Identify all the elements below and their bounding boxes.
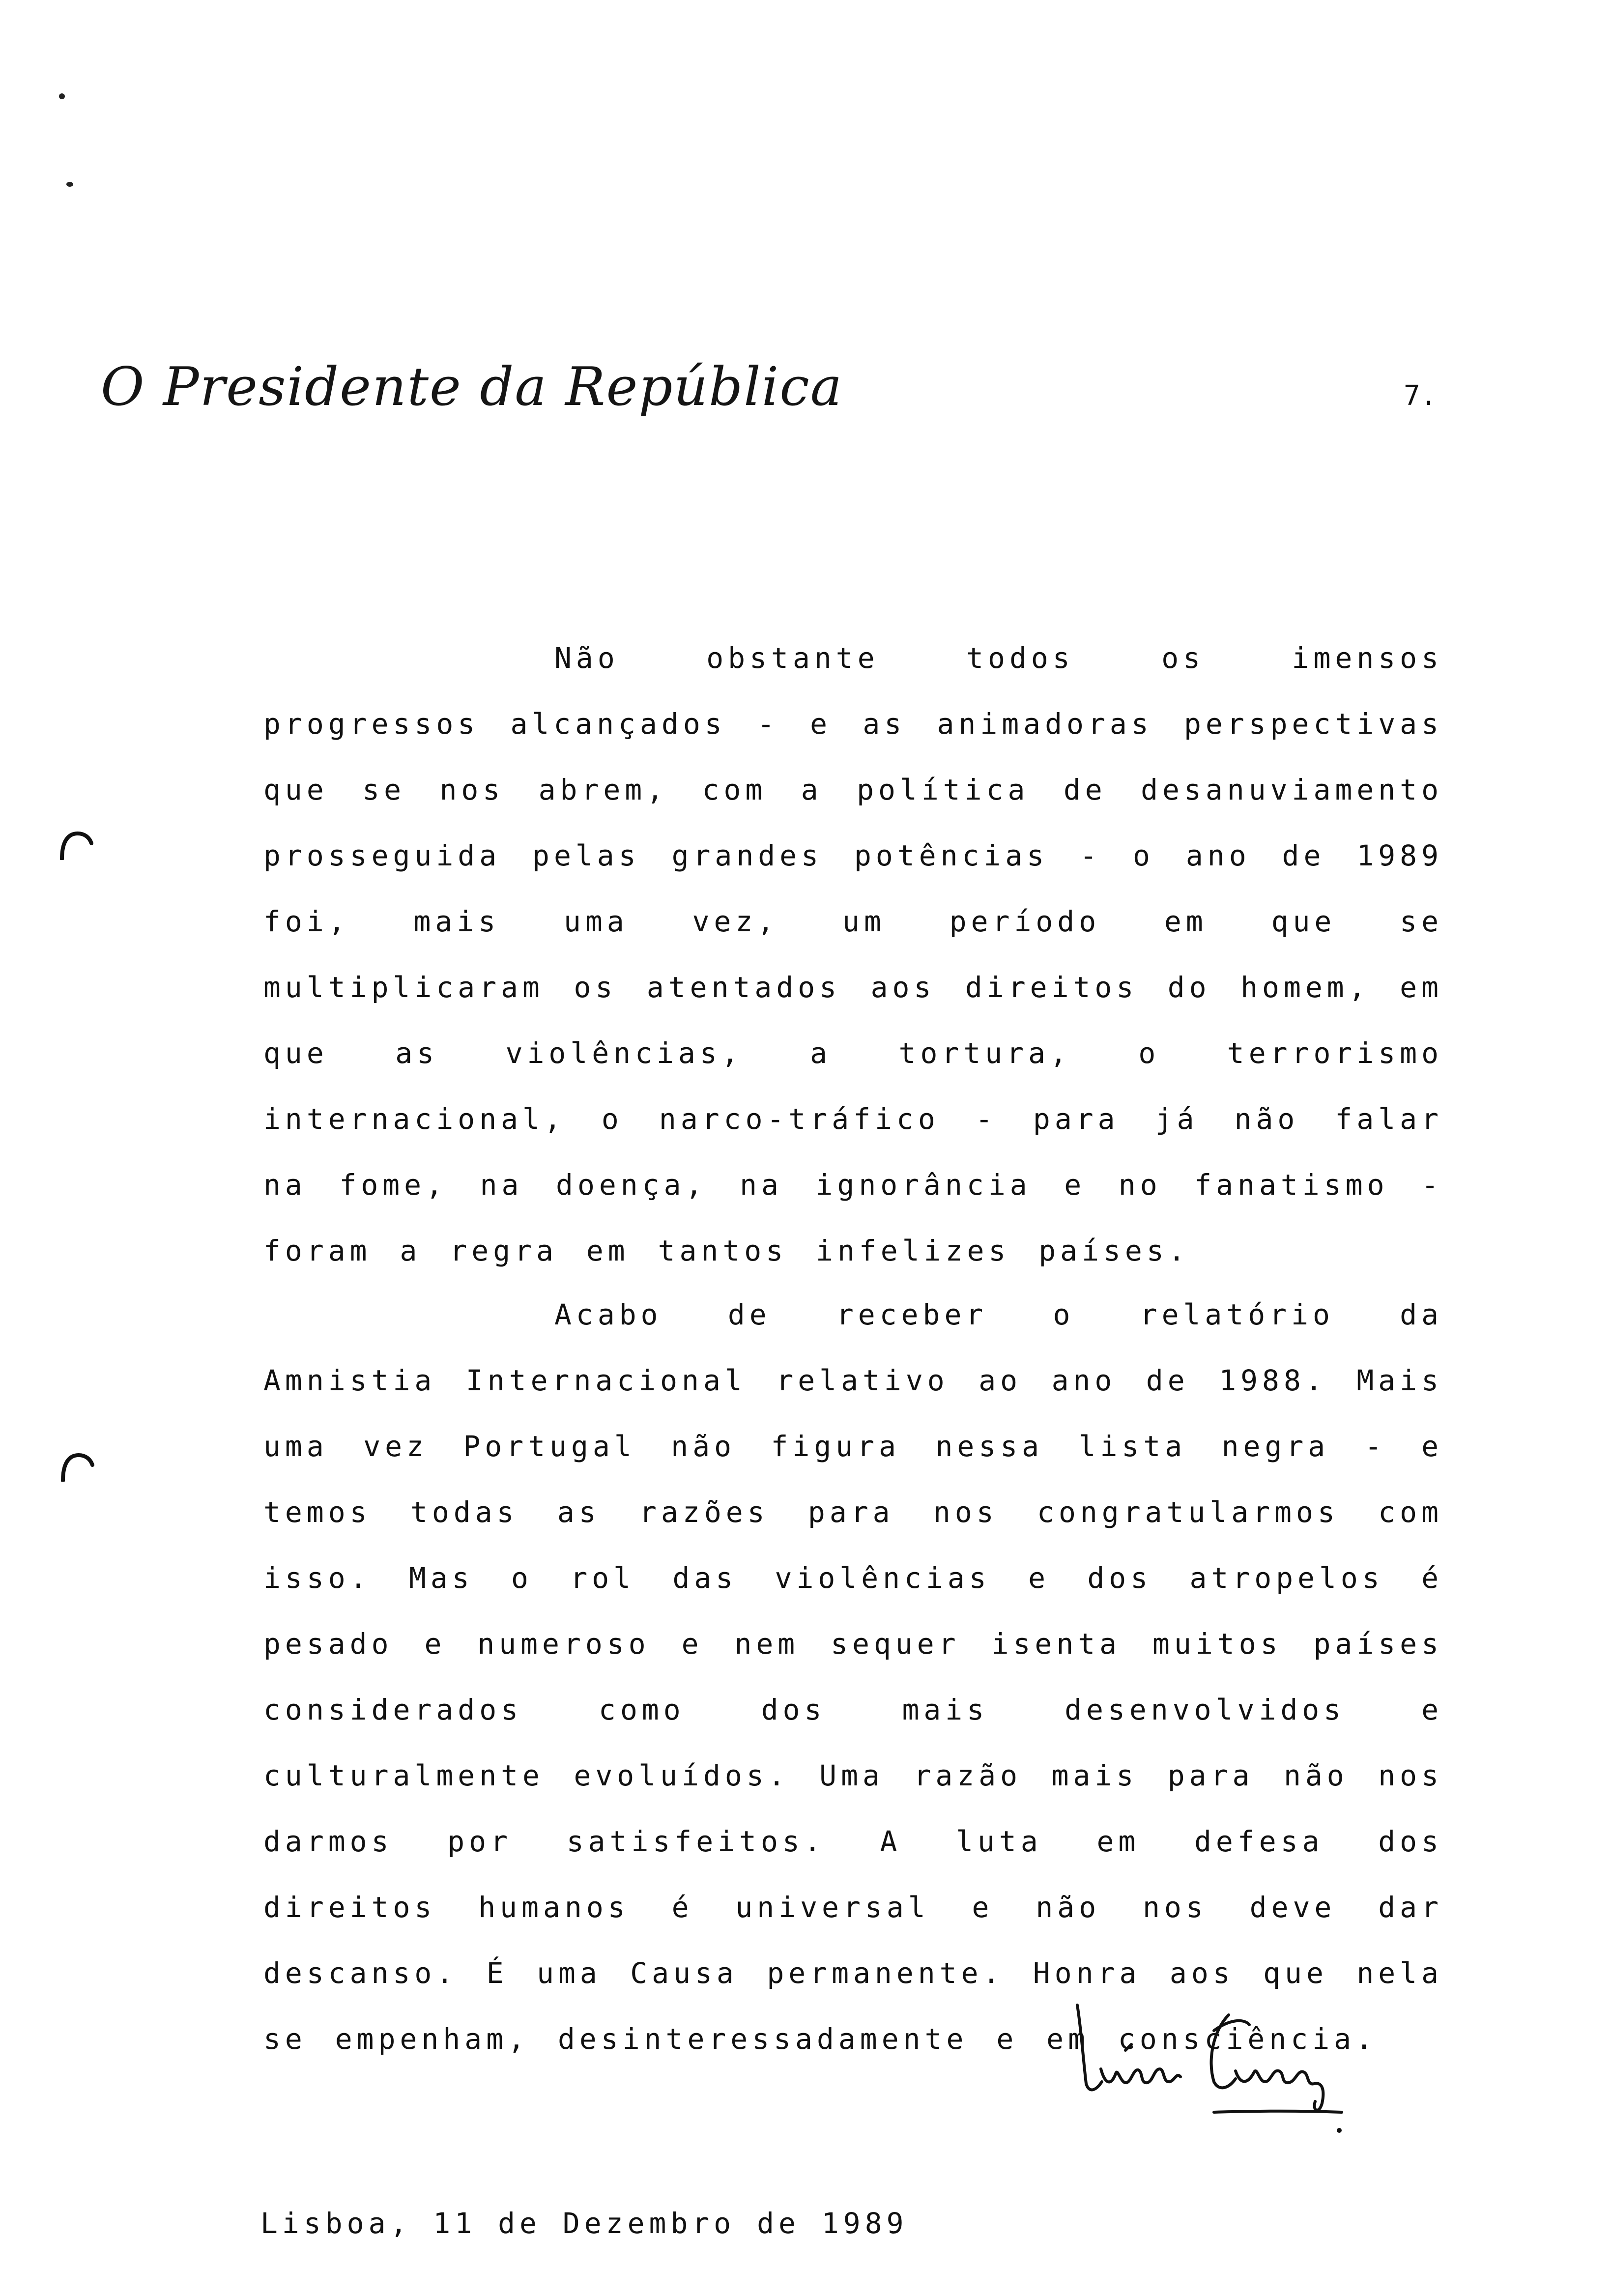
body-paragraph-2 [263,1282,1443,2072]
place-and-date: Lisboa, 11 de Dezembro de 1989 [260,2207,908,2240]
body-paragraph-1 [263,625,1443,1284]
hole-punch-mark [60,1452,94,1482]
scan-speck [66,182,73,187]
hole-punch-mark [59,831,93,860]
paragraph-text: Acabo de receber o relatório da Amnistia Internacional relativo ao ano de 1988. Mais uma vez Portugal não figura nessa lista negra - e temos todas as razões para nos congratularmos com isso. Mas o rol das violências e dos atropelos é pesado e numeroso e nem sequer isenta muitos países considerados como dos mais desenvolvidos e culturalmente evoluídos. Uma razão mais para não nos darmos por satisfeitos. A luta em defesa dos direitos humanos é universal e não nos deve dar descanso. É uma Causa permanente. Honra aos que nela se empenham, desinteressadamente e em consciência. [263,1298,1443,2056]
letterhead-title: O Presidente da República [101,356,843,418]
page-number: 7. [1404,380,1437,412]
handwritten-signature [1066,1985,1361,2143]
scan-speck [59,93,65,99]
paragraph-text: Não obstante todos os imensos progressos alcançados - e as animadoras perspectivas que se nos abrem, com a política de desanuviamento prosseguida pelas grandes potências - o ano de 1989 foi, mais uma vez, um período em que se multiplicaram os atentados aos direitos do homem, em que as violências, a tortura, o terrorismo internacional, o narco-tráfico - para já não falar na fome, na doença, na ignorância e no fanatismo - foram a regra em tantos infelizes países. [263,641,1443,1267]
